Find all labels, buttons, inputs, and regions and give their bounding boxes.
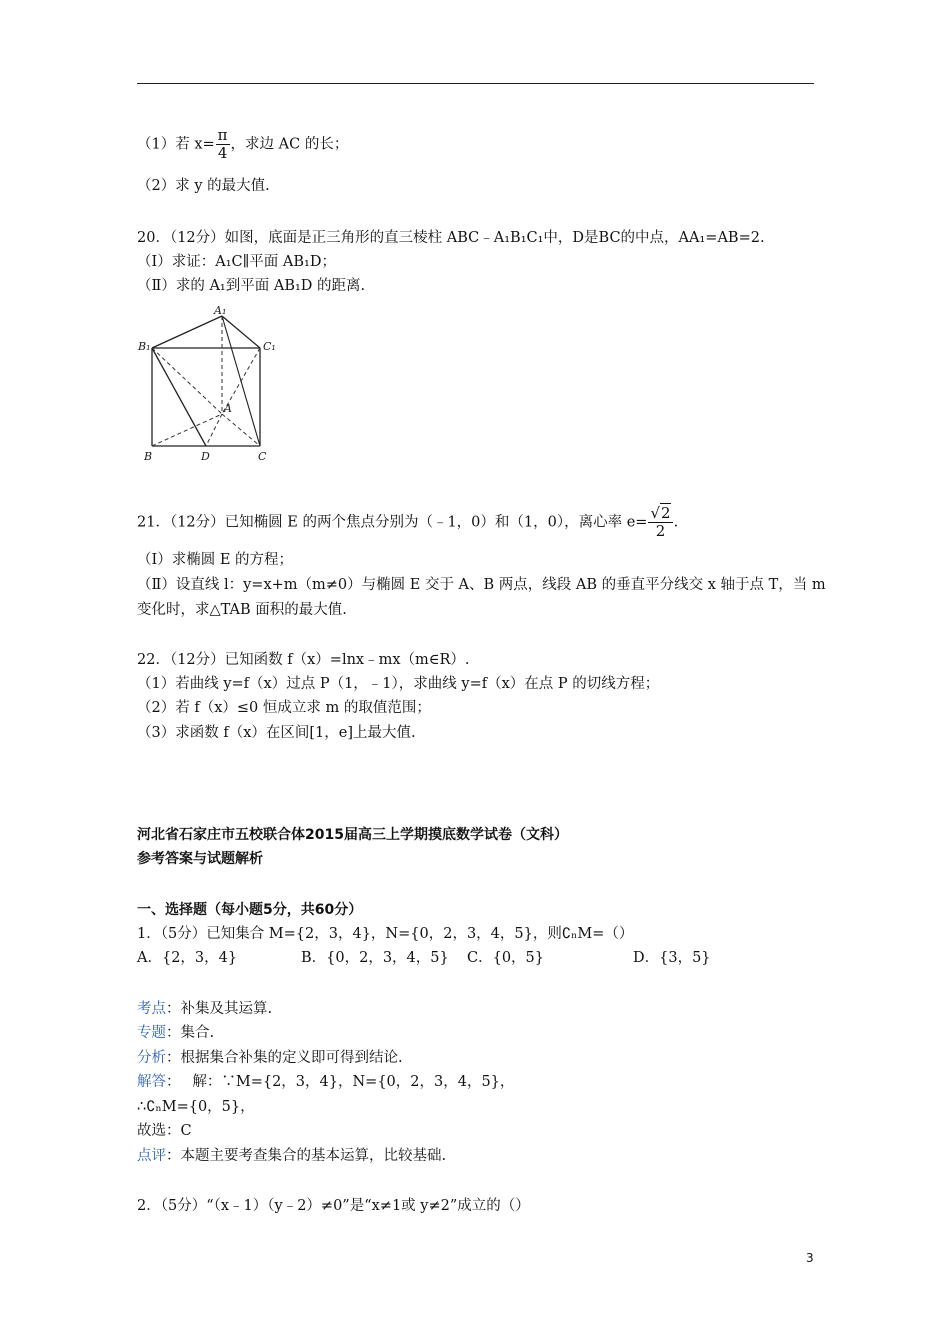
a1-step2: ∴∁ₙM={0，5}， [137,1099,255,1115]
q20-stem: 20．（12分）如图，底面是正三角形的直三棱柱 ABC﹣A₁B₁C₁中，D是BC的中点，AA₁=AB=2. [137,230,765,246]
a1-kaodian [137,999,272,1019]
sqrt-symbol: √2 [650,504,671,522]
q21-stem [137,505,678,540]
header-rule [137,83,814,84]
label-c1: C₁ [263,340,276,353]
fenxi-label: 分析 [137,1050,166,1066]
q22-stem: 22．（12分）已知函数 f（x）=lnx﹣mx（m∈R）. [137,652,470,668]
label-d: D [201,450,210,463]
q19-part1-post: ，求边 AC 的长； [230,136,349,153]
edge-b-a [152,414,222,446]
a1-option-c: C．{0，5} [467,950,544,966]
q19-part2: （2）求 y 的最大值. [137,178,270,194]
a1-fenxi [137,1048,403,1068]
a2-stem: 2．（5分）“（x﹣1）（y﹣2）≠0”是“x≠1或 y≠2”成立的（） [137,1198,530,1214]
jieda-text: ： 解：∵M={2，3，4}，N={0，2，3，4，5}， [166,1074,515,1090]
q21-part1: （Ⅰ）求椭圆 E 的方程； [137,552,294,568]
answer-title: 河北省石家庄市五校联合体2015届高三上学期摸底数学试卷（文科） [137,827,568,843]
edge-b1-a1 [152,316,222,348]
label-c: C [258,450,267,463]
edge-a1-c1 [222,316,260,348]
zhuanti-label: 专题 [137,1025,166,1041]
label-b: B [144,450,153,463]
edge-b1-a [152,348,222,414]
label-a1: A₁ [214,306,227,317]
q22-part2: （2）若 f（x）≤0 恒成立求 m 的取值范围； [137,700,431,716]
fraction-numerator [648,505,672,523]
fraction-denominator: 4 [217,144,228,162]
fenxi-text: ：根据集合补集的定义即可得到结论. [166,1050,403,1066]
kaodian-label: 考点 [137,1001,166,1017]
q21-stem-post: . [673,514,679,531]
label-a: A [224,402,232,415]
a1-jieda [137,1072,514,1092]
q21-part2b: 变化时，求△TAB 面积的最大值. [137,602,347,618]
dianping-label: 点评 [137,1148,166,1164]
page-number: 3 [806,1251,814,1265]
sqrt2-over-2-fraction [648,505,672,540]
a1-option-a: A．{2，3，4} [137,950,238,966]
q22-part3: （3）求函数 f（x）在区间[1，e]上最大值. [137,725,416,741]
a1-step3: 故选：C [137,1123,192,1139]
prism-figure [134,306,284,466]
a1-dianping [137,1146,446,1166]
answer-subtitle: 参考答案与试题解析 [137,851,263,867]
q22-part1: （1）若曲线 y=f（x）过点 P（1，﹣1），求曲线 y=f（x）在点 P 的切线方程； [137,676,660,692]
a1-option-d: D．{3，5} [633,950,711,966]
zhuanti-text: ：集合. [166,1025,215,1041]
a1-stem: 1．（5分）已知集合 M={2，3，4}，N={0，2，3，4，5}，则∁ₙM=（） [137,926,634,942]
jieda-label: 解答 [137,1074,166,1090]
q21-part2a: （Ⅱ）设直线 l：y=x+m（m≠0）与椭圆 E 交于 A、B 两点，线段 AB 的垂直平分线交 x 轴于点 T，当 m [137,577,826,593]
q19-part1 [137,127,348,162]
edge-a-c [222,414,260,446]
edge-b1-d [152,348,206,446]
kaodian-text: ：补集及其运算. [166,1001,273,1017]
a1-zhuanti [137,1023,214,1043]
edge-a-d [206,414,222,446]
label-b1: B₁ [138,340,151,353]
radicand: 2 [661,504,671,522]
dianping-text: ：本题主要考查集合的基本运算，比较基础. [166,1148,447,1164]
a1-option-b: B．{0，2，3，4，5} [301,950,449,966]
pi-over-4-fraction [216,127,230,162]
q19-part1-pre: （1）若 x= [137,136,215,153]
fraction-denominator: 2 [655,522,666,540]
q21-stem-pre: 21．（12分）已知椭圆 E 的两个焦点分别为（﹣1，0）和（1，0），离心率 e= [137,514,648,531]
q20-part1: （Ⅰ）求证：A₁C∥平面 AB₁D； [137,254,336,270]
section1-heading: 一、选择题（每小题5分，共60分） [137,902,363,918]
fraction-numerator: π [217,126,228,144]
q20-part2: （Ⅱ）求的 A₁到平面 AB₁D 的距离. [137,278,366,294]
